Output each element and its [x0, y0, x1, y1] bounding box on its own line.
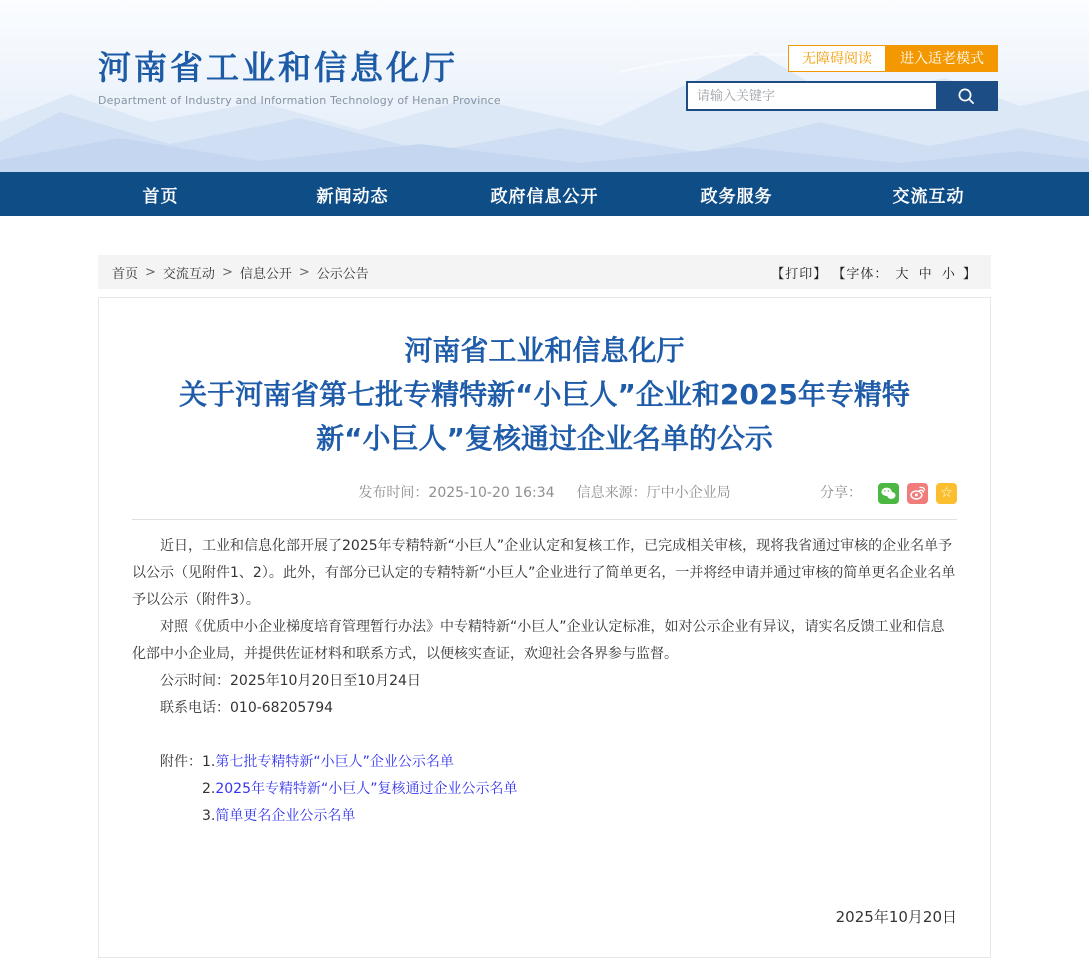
- main-nav-inner: [65, 172, 1025, 216]
- nav-item-interaction[interactable]: 交流互动: [892, 186, 965, 207]
- publish-time-value: 2025-10-20 16:34: [428, 485, 555, 501]
- star-icon: ☆: [940, 485, 953, 501]
- breadcrumb-info-disclosure[interactable]: 信息公开: [239, 266, 292, 282]
- nav-item-home[interactable]: 首页: [142, 186, 179, 207]
- share-label: 分享：: [820, 485, 862, 501]
- site-title: 河南省工业和信息化厅: [98, 48, 458, 87]
- breadcrumb-separator: >: [298, 264, 310, 280]
- attachment-number: 1.: [202, 754, 216, 770]
- nav-item-news[interactable]: 新闻动态: [316, 186, 389, 207]
- header-inner: [98, 0, 991, 172]
- notice-period-line: 公示时间：2025年10月20日至10月24日: [160, 673, 421, 689]
- attachment-link-3[interactable]: 简单更名企业公示名单: [215, 808, 356, 824]
- weibo-icon: [910, 486, 925, 500]
- attachment-link-1[interactable]: 第七批专精特新“小巨人”企业公示名单: [215, 754, 454, 770]
- font-size-large-button[interactable]: 大: [895, 266, 910, 282]
- attachments-section: [132, 749, 957, 830]
- site-header: [0, 0, 1089, 172]
- site-subtitle-english: Department of Industry and Information Technology of Henan Province: [98, 94, 501, 107]
- nav-item-gov-info[interactable]: 政府信息公开: [490, 186, 599, 207]
- share-weibo-button[interactable]: [907, 483, 928, 504]
- publish-time-label: 发布时间：: [358, 485, 429, 501]
- source-label: 信息来源：: [576, 485, 647, 501]
- breadcrumb-announcements[interactable]: 公示公告: [316, 266, 369, 282]
- share-favorite-button[interactable]: [936, 483, 957, 504]
- breadcrumb-separator: >: [221, 264, 233, 280]
- breadcrumb-bar: [98, 255, 991, 289]
- attachment-row: [132, 803, 957, 830]
- site-logo[interactable]: [98, 42, 501, 107]
- article-title-line1: 河南省工业和信息化厅: [404, 334, 685, 367]
- title-divider: [132, 519, 957, 520]
- attachment-link-2[interactable]: 2025年专精特新“小巨人”复核通过企业公示名单: [215, 781, 518, 797]
- share-wechat-button[interactable]: [878, 483, 899, 504]
- article-title-line2: 关于河南省第七批专精特新“小巨人”企业和2025年专精特新“小巨人”复核通过企业名单的公示: [179, 378, 910, 455]
- search-input[interactable]: [688, 83, 936, 109]
- font-size-small-button[interactable]: 小: [941, 266, 956, 282]
- search-button[interactable]: [936, 83, 996, 109]
- attachments-label: 附件：: [160, 754, 202, 770]
- contact-phone-line: 联系电话：010-68205794: [160, 700, 334, 716]
- nav-item-services[interactable]: 政务服务: [700, 186, 773, 207]
- attachment-row: [132, 749, 957, 776]
- wechat-icon: [881, 487, 896, 500]
- elder-mode-button[interactable]: 进入适老模式: [886, 45, 998, 72]
- font-size-label-close: 】: [962, 266, 977, 282]
- breadcrumb-home[interactable]: 首页: [112, 266, 139, 282]
- print-button[interactable]: 【打印】: [771, 266, 828, 282]
- breadcrumb-interaction[interactable]: 交流互动: [162, 266, 215, 282]
- article-card: [98, 297, 991, 958]
- attachment-row: [132, 776, 957, 803]
- search-bar: [686, 81, 998, 111]
- main-nav: [0, 172, 1089, 216]
- breadcrumb-separator: >: [145, 264, 156, 280]
- article-meta-row: [132, 482, 957, 504]
- font-size-medium-button[interactable]: 中: [918, 266, 933, 282]
- share-bar: [820, 482, 957, 504]
- article-body: [132, 533, 957, 722]
- page-toolbar: [771, 263, 977, 282]
- article-title: [145, 329, 945, 461]
- article-paragraph: 对照《优质中小企业梯度培育管理暂行办法》中专精特新“小巨人”企业认定标准，如对公示企业有异议，请实名反馈工业和信息化部中小企业局，并提供佐证材料和联系方式，以便核实查证，欢迎社会各界参与监督。: [132, 619, 945, 662]
- source-value: 厅中小企业局: [646, 485, 731, 501]
- search-icon: [957, 87, 976, 106]
- breadcrumb: [112, 263, 369, 282]
- attachment-number: 2.: [202, 781, 216, 797]
- article-paragraph: 近日，工业和信息化部开展了2025年专精特新“小巨人”企业认定和复核工作，已完成相关审核，现将我省通过审核的企业名单予以公示（见附件1、2）。此外，有部分已认定的专精特新“小巨人”企业进行了简单更名，一并将经申请并通过审核的简单更名企业名单予以公示（附件3）。: [132, 538, 956, 608]
- header-right: [686, 45, 998, 111]
- font-size-label: 【字体：: [832, 266, 889, 282]
- sign-date: 2025年10月20日: [835, 908, 957, 926]
- accessibility-reading-button[interactable]: 无障碍阅读: [788, 45, 886, 72]
- main-content: [98, 255, 991, 958]
- attachment-number: 3.: [202, 808, 216, 824]
- top-buttons: [686, 45, 998, 72]
